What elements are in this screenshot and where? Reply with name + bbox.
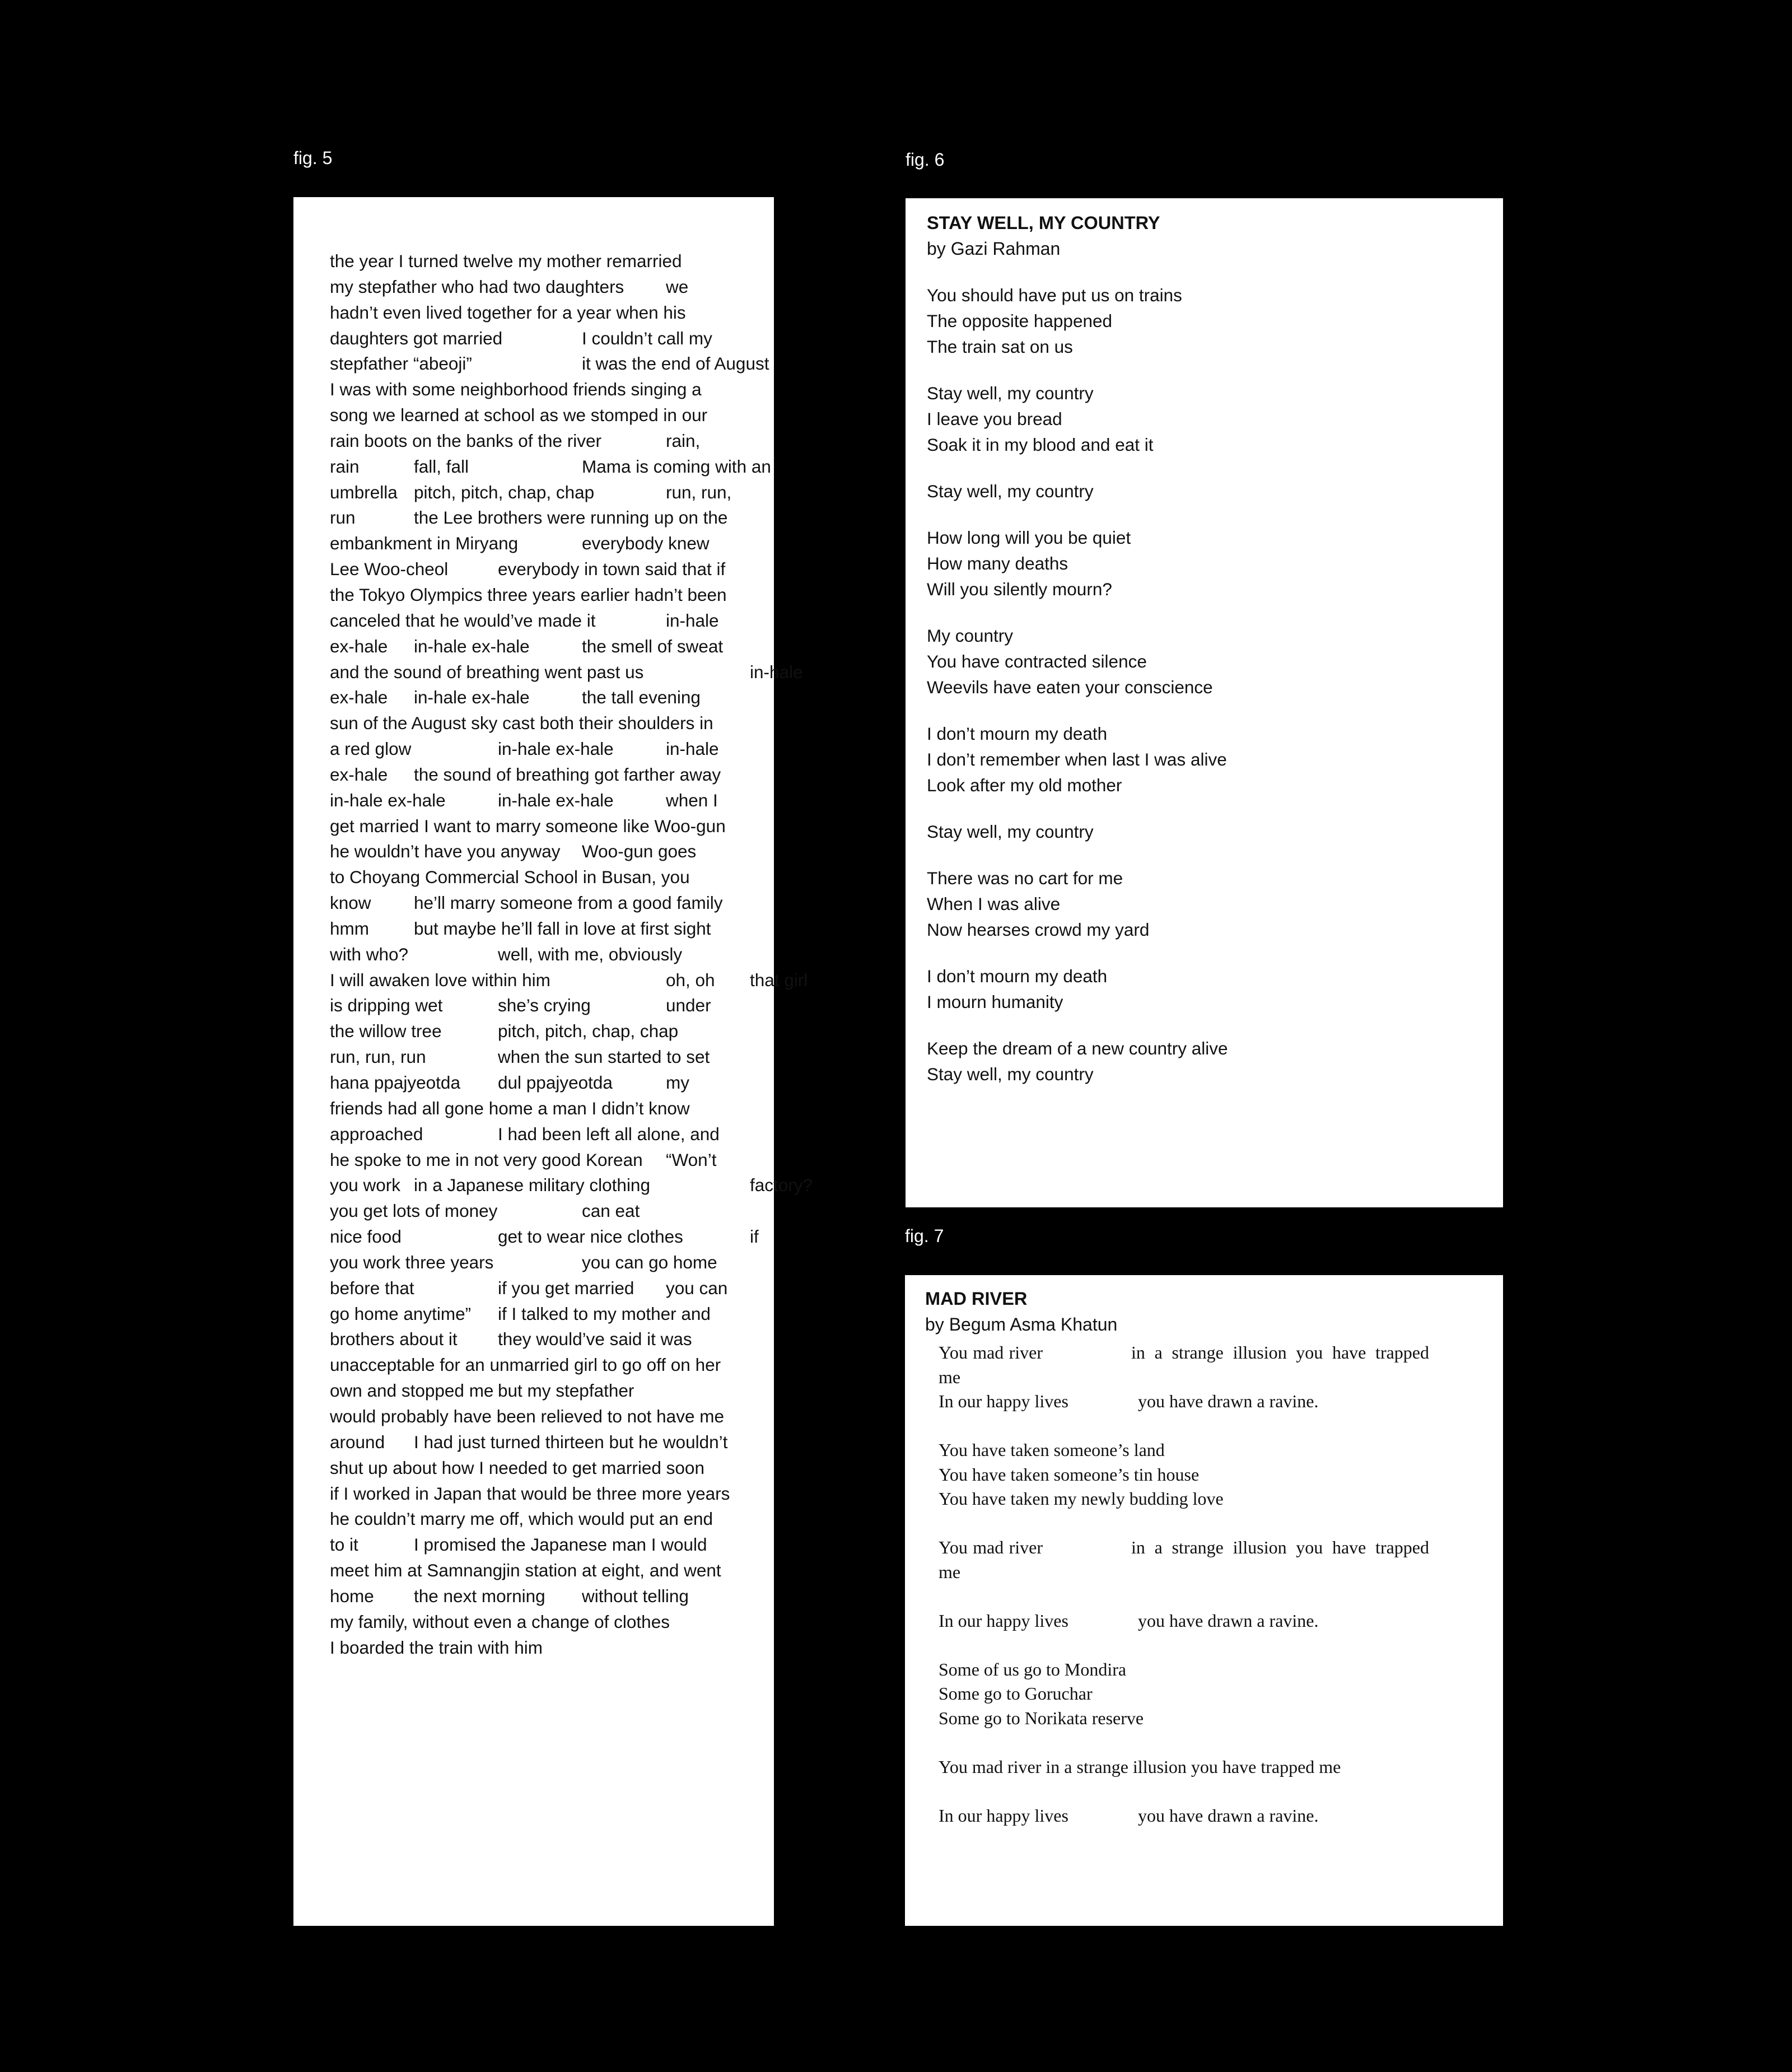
fig6-stanza	[927, 623, 1503, 700]
fig7-line	[939, 1804, 1429, 1828]
fig6-poem	[927, 282, 1503, 1087]
fig6-line: The train sat on us	[927, 337, 1073, 357]
fig5-line	[330, 634, 774, 660]
fig7-line	[939, 1365, 1429, 1390]
fig7-word: mad	[973, 1342, 1004, 1362]
fig7-line-segment: You mad river in a strange illusion you have trapped me	[939, 1756, 1341, 1777]
fig5-line	[330, 865, 774, 890]
fig5-line	[330, 1558, 774, 1584]
fig5-line	[330, 1506, 774, 1532]
fig6-line: How many deaths	[927, 553, 1068, 573]
fig5-line-segment: oh, oh	[666, 969, 715, 990]
fig7-word: river	[1009, 1342, 1043, 1362]
fig6-line: There was no cart for me	[927, 868, 1123, 888]
fig5-line-segment: to it	[330, 1534, 358, 1555]
fig5-line-segment: I promised the Japanese man I would	[414, 1534, 707, 1555]
fig6-stanza	[927, 721, 1503, 798]
fig5-line	[330, 1455, 774, 1481]
fig5-line	[330, 1276, 774, 1301]
fig7-line	[939, 1658, 1429, 1682]
fig5-line-segment: know	[330, 893, 371, 913]
fig5-line-segment: ex-hale	[330, 764, 388, 785]
fig5-line	[330, 814, 774, 839]
fig7-word: have	[1332, 1537, 1366, 1557]
fig7-word: strange	[1172, 1537, 1224, 1557]
fig6-line: Look after my old mother	[927, 775, 1122, 795]
fig7-word: river	[1009, 1537, 1043, 1557]
fig7-line-segment: Some go to Norikata reserve	[939, 1707, 1144, 1728]
fig6-line: How long will you be quiet	[927, 528, 1131, 548]
fig5-line	[330, 531, 774, 557]
fig7-stanza	[939, 1341, 1429, 1414]
fig5-line	[330, 1481, 774, 1507]
fig7-line	[939, 1755, 1429, 1780]
fig7-line-segment: you have drawn a ravine.	[1137, 1391, 1319, 1411]
fig5-line-segment: everybody in town said that if	[498, 559, 726, 580]
fig5-line-segment: everybody knew	[582, 533, 710, 554]
fig5-line-segment: get married I want to marry someone like Woo-gun	[330, 815, 726, 836]
fig5-line-segment: when I	[666, 790, 718, 810]
fig6-line: Stay well, my country	[927, 383, 1094, 403]
fig5-line-segment: when the sun started to set	[498, 1047, 710, 1067]
fig5-line-segment: Woo-gun goes	[582, 841, 697, 862]
fig5-line-segment: you work three years	[330, 1252, 494, 1272]
fig6-panel	[906, 198, 1503, 1207]
fig7-word: you	[1296, 1537, 1323, 1557]
fig5-line-segment: in-hale ex-hale	[414, 636, 530, 656]
fig5-line-segment: home	[330, 1585, 374, 1606]
fig7-line-segment: You have taken someone’s tin house	[939, 1464, 1200, 1485]
fig5-line-segment: in-hale	[750, 661, 803, 682]
fig5-line-segment: in-hale ex-hale	[498, 739, 614, 759]
fig5-line-segment: rain boots on the banks of the river	[330, 430, 602, 451]
fig6-line: I don’t mourn my death	[927, 966, 1108, 986]
fig5-line	[330, 351, 774, 377]
fig5-line	[330, 1430, 774, 1455]
fig5-line-segment: umbrella	[330, 482, 398, 502]
fig5-line-segment: unacceptable for an unmarried girl to go off on her	[330, 1355, 721, 1375]
fig7-poem-author: by Begum Asma Khatun	[925, 1314, 1118, 1334]
fig5-line	[330, 993, 774, 1019]
fig7-word: a	[1154, 1342, 1163, 1362]
fig5-line-segment: he spoke to me in not very good Korean	[330, 1149, 643, 1170]
fig7-word: illusion	[1233, 1342, 1287, 1362]
fig7-word: in	[1131, 1342, 1145, 1362]
fig7-line-segment: In our happy lives	[939, 1610, 1068, 1631]
fig5-line-segment: rain,	[666, 430, 701, 451]
fig5-line-segment: the smell of sweat	[582, 636, 724, 656]
fig5-line	[330, 249, 774, 274]
fig5-line-segment: I couldn’t call my	[582, 328, 712, 348]
fig5-line-segment: embankment in Miryang	[330, 533, 519, 554]
fig6-poem-author: by Gazi Rahman	[927, 239, 1061, 259]
fig5-line-segment: the Tokyo Olympics three years earlier hadn’t been	[330, 584, 727, 605]
fig6-stanza	[927, 282, 1503, 360]
fig5-line	[330, 480, 774, 506]
fig6-stanza	[927, 525, 1503, 602]
fig5-line-segment: you work	[330, 1175, 401, 1196]
fig5-line	[330, 1378, 774, 1404]
fig5-line-segment: is dripping wet	[330, 995, 443, 1016]
fig5-line	[330, 300, 774, 326]
fig5-line	[330, 1070, 774, 1096]
fig5-line-segment: with who?	[330, 944, 409, 964]
fig5-line-segment: dul ppajyeotda	[498, 1072, 613, 1093]
fig5-line-segment: the willow tree	[330, 1021, 442, 1042]
fig5-line-segment: can eat	[582, 1201, 640, 1221]
fig6-stanza	[927, 380, 1503, 458]
fig6-stanza	[927, 819, 1503, 844]
fig7-word: You	[939, 1342, 968, 1362]
fig5-line-segment: to Choyang Commercial School in Busan, you	[330, 867, 690, 888]
fig6-line: I don’t mourn my death	[927, 724, 1108, 744]
fig5-line-segment: in a Japanese military clothing	[414, 1175, 650, 1196]
fig6-line: You should have put us on trains	[927, 285, 1182, 305]
fig5-line-segment: he couldn’t marry me off, which would put an end	[330, 1509, 713, 1529]
fig5-line	[330, 1327, 774, 1352]
fig5-line	[330, 890, 774, 916]
fig7-line-segment: Some of us go to Mondira	[939, 1659, 1127, 1679]
fig5-line	[330, 685, 774, 711]
fig5-line-segment: my family, without even a change of clothes	[330, 1611, 670, 1632]
fig7-line	[939, 1463, 1429, 1487]
fig5-line-segment: under	[666, 995, 711, 1016]
fig5-line	[330, 1635, 774, 1661]
fig5-caption: fig. 5	[293, 148, 333, 168]
fig7-line-segment: In our happy lives	[939, 1391, 1068, 1411]
fig5-line	[330, 1096, 774, 1122]
fig5-line-segment: we	[666, 276, 689, 297]
fig5-line-segment: shut up about how I needed to get married soon	[330, 1457, 704, 1478]
fig5-line-segment: nice food	[330, 1226, 402, 1247]
fig7-line-segment	[939, 1536, 1043, 1560]
fig5-line	[330, 788, 774, 814]
fig5-line	[330, 1122, 774, 1147]
fig5-line	[330, 942, 774, 968]
fig7-line-segment: you have drawn a ravine.	[1137, 1805, 1319, 1826]
fig5-line-segment: you get lots of money	[330, 1201, 498, 1221]
fig6-line: Now hearses crowd my yard	[927, 920, 1150, 940]
fig7-word: you	[1296, 1342, 1323, 1362]
fig5-line-segment: sun of the August sky cast both their shoulders in	[330, 713, 713, 734]
fig5-line-segment: you can go home	[582, 1252, 717, 1272]
fig7-line	[939, 1682, 1429, 1706]
fig7-stanza	[939, 1438, 1429, 1511]
fig5-line-segment: hmm	[330, 918, 369, 939]
fig7-word: have	[1332, 1342, 1366, 1362]
fig5-line	[330, 274, 774, 300]
fig7-stanza	[939, 1755, 1429, 1780]
fig5-line-segment: I was with some neighborhood friends singing a	[330, 379, 702, 400]
fig6-caption: fig. 6	[906, 150, 945, 170]
fig5-line	[330, 1532, 774, 1558]
fig5-line-segment: in-hale	[666, 739, 719, 759]
fig5-line-segment: and the sound of breathing went past us	[330, 661, 644, 682]
fig7-line	[939, 1487, 1429, 1511]
fig6-stanza	[927, 865, 1503, 942]
fig5-line-segment: ex-hale	[330, 687, 388, 708]
fig7-line-segment: you have drawn a ravine.	[1137, 1610, 1319, 1631]
fig7-stanza	[939, 1536, 1429, 1584]
fig5-line-segment: if	[750, 1226, 759, 1247]
fig7-word: You	[939, 1537, 968, 1557]
fig5-line-segment: pitch, pitch, chap, chap	[414, 482, 595, 502]
fig5-line-segment: the Lee brothers were running up on the	[414, 507, 728, 528]
fig5-line-segment: rain	[330, 456, 360, 477]
fig6-line: When I was alive	[927, 894, 1061, 914]
fig5-line	[330, 582, 774, 608]
fig5-line-segment: before that	[330, 1277, 414, 1298]
fig5-line-segment: “Won’t	[666, 1149, 717, 1170]
fig7-line-segment	[1131, 1341, 1429, 1365]
fig6-line: Stay well, my country	[927, 1064, 1094, 1084]
fig6-stanza	[927, 478, 1503, 504]
fig7-line-segment: me	[939, 1366, 961, 1387]
fig7-line-segment: You have taken someone’s land	[939, 1440, 1165, 1460]
fig5-line-segment: I had been left all alone, and	[498, 1123, 720, 1144]
fig5-line-segment: in-hale ex-hale	[414, 687, 530, 708]
fig5-line	[330, 762, 774, 788]
fig5-line	[330, 377, 774, 403]
fig6-line: Soak it in my blood and eat it	[927, 435, 1154, 455]
fig5-line	[330, 1044, 774, 1070]
fig6-stanza	[927, 963, 1503, 1015]
fig5-line-segment: song we learned at school as we stomped in our	[330, 405, 708, 426]
fig7-word: trapped	[1375, 1342, 1429, 1362]
fig6-line: My country	[927, 626, 1014, 646]
fig5-line	[330, 1173, 813, 1198]
fig6-line: You have contracted silence	[927, 651, 1147, 671]
fig5-line-segment: without telling	[582, 1585, 689, 1606]
fig5-line-segment: hadn’t even lived together for a year when his	[330, 302, 686, 323]
fig5-line-segment: run, run, run	[330, 1047, 426, 1067]
fig7-stanza	[939, 1609, 1429, 1634]
fig6-line: Will you silently mourn?	[927, 579, 1112, 599]
fig5-line-segment: get to wear nice clothes	[498, 1226, 683, 1247]
fig5-line	[330, 608, 774, 634]
fig5-line	[330, 326, 774, 352]
fig5-line-segment: Mama is coming with an	[582, 456, 771, 477]
fig5-line	[330, 1019, 774, 1044]
fig5-line-segment: it was the end of August	[582, 353, 769, 374]
fig5-line-segment: run	[330, 507, 356, 528]
fig6-line: Stay well, my country	[927, 481, 1094, 501]
fig5-line-segment: run, run,	[666, 482, 732, 502]
fig5-line-segment: stepfather “abeoji”	[330, 353, 472, 374]
fig5-line-segment: well, with me, obviously	[498, 944, 683, 964]
fig5-poem	[330, 249, 813, 1660]
fig5-line-segment: the next morning	[414, 1585, 545, 1606]
fig5-line-segment: I had just turned thirteen but he wouldn’t	[414, 1431, 728, 1452]
fig5-line-segment: the year I turned twelve my mother remarried	[330, 251, 682, 271]
fig5-line-segment: Lee Woo-cheol	[330, 559, 449, 580]
fig5-line-segment: factory?	[750, 1175, 813, 1196]
fig5-line-segment: if you get married	[498, 1277, 634, 1298]
fig5-line	[330, 660, 803, 685]
fig5-line	[330, 1352, 774, 1378]
fig5-line-segment: the sound of breathing got farther away	[414, 764, 721, 785]
fig5-line	[330, 428, 774, 454]
fig5-line	[330, 711, 774, 736]
fig5-line-segment: canceled that he would’ve made it	[330, 610, 596, 631]
fig7-line	[939, 1438, 1429, 1463]
fig5-line-segment: pitch, pitch, chap, chap	[498, 1021, 679, 1042]
fig5-line	[330, 1250, 774, 1276]
fig5-line-segment: approached	[330, 1123, 423, 1144]
fig5-line	[330, 1609, 774, 1635]
fig6-stanza	[927, 1035, 1503, 1087]
fig6-line: Keep the dream of a new country alive	[927, 1038, 1228, 1058]
fig5-line-segment: go home anytime”	[330, 1303, 472, 1324]
fig5-line	[330, 1147, 774, 1173]
fig5-line-segment: daughters got married	[330, 328, 503, 348]
fig5-line-segment: a red glow	[330, 739, 412, 759]
fig7-line	[939, 1536, 1429, 1560]
fig5-line-segment: fall, fall	[414, 456, 469, 477]
fig7-word: trapped	[1375, 1537, 1429, 1557]
fig5-line-segment: in-hale ex-hale	[498, 790, 614, 810]
fig5-line-segment: they would’ve said it was	[498, 1329, 692, 1350]
fig5-line-segment: brothers about it	[330, 1329, 458, 1350]
fig7-word: a	[1154, 1537, 1163, 1557]
fig5-line	[330, 454, 774, 480]
fig7-word: in	[1131, 1537, 1145, 1557]
fig7-line	[939, 1706, 1429, 1731]
fig7-stanza	[939, 1804, 1429, 1828]
fig5-line-segment: friends had all gone home a man I didn’t know	[330, 1098, 690, 1118]
fig5-line-segment: my	[666, 1072, 689, 1093]
fig7-line	[939, 1560, 1429, 1585]
fig7-word: mad	[973, 1537, 1004, 1557]
fig6-line: I leave you bread	[927, 409, 1062, 429]
fig5-line	[330, 839, 774, 865]
fig6-poem-title: STAY WELL, MY COUNTRY	[927, 213, 1160, 233]
fig5-line-segment: the tall evening	[582, 687, 701, 708]
fig7-word: illusion	[1233, 1537, 1287, 1557]
fig5-line-segment: my stepfather who had two daughters	[330, 276, 624, 297]
fig5-line	[330, 1301, 774, 1327]
fig7-line	[939, 1341, 1429, 1365]
fig5-line	[330, 505, 774, 531]
fig6-line: Weevils have eaten your conscience	[927, 677, 1213, 697]
fig7-line-segment: me	[939, 1561, 961, 1582]
fig5-line-segment: but maybe he’ll fall in love at first sight	[414, 918, 711, 939]
fig5-line-segment: he wouldn’t have you anyway	[330, 841, 561, 862]
fig6-line: I don’t remember when last I was alive	[927, 749, 1227, 769]
fig5-line-segment: she’s crying	[498, 995, 591, 1016]
fig7-stanza	[939, 1658, 1429, 1731]
fig5-line	[330, 1198, 774, 1224]
fig7-line-segment	[939, 1341, 1043, 1365]
fig5-line-segment: I boarded the train with him	[330, 1637, 543, 1658]
fig7-poem	[939, 1341, 1429, 1828]
fig5-line-segment: around	[330, 1431, 385, 1452]
fig5-line-segment: you can	[666, 1277, 728, 1298]
fig6-line: I mourn humanity	[927, 992, 1063, 1012]
fig5-line	[330, 403, 774, 428]
fig5-line-segment: in-hale	[666, 610, 719, 631]
fig6-line: The opposite happened	[927, 311, 1113, 331]
fig7-line	[939, 1609, 1429, 1634]
fig7-line-segment	[1131, 1536, 1429, 1560]
fig5-line	[330, 1584, 774, 1609]
fig5-line	[330, 968, 808, 993]
fig5-line-segment: if I talked to my mother and	[498, 1303, 711, 1324]
fig5-line	[330, 736, 774, 762]
fig5-line-segment: ex-hale	[330, 636, 388, 656]
fig5-line	[330, 1404, 774, 1430]
fig5-line-segment: I will awaken love within him	[330, 969, 550, 990]
fig5-line	[330, 1224, 774, 1250]
fig7-line-segment: You have taken my newly budding love	[939, 1488, 1224, 1509]
fig5-line-segment: meet him at Samnangjin station at eight, and went	[330, 1560, 721, 1581]
fig7-line	[939, 1389, 1429, 1414]
fig7-poem-title: MAD RIVER	[925, 1289, 1028, 1309]
fig5-line-segment: in-hale ex-hale	[330, 790, 446, 810]
fig7-caption: fig. 7	[905, 1226, 944, 1246]
fig7-line-segment: In our happy lives	[939, 1805, 1068, 1826]
fig5-line-segment: would probably have been relieved to not have me	[330, 1406, 724, 1426]
fig5-line-segment: if I worked in Japan that would be three more years	[330, 1483, 730, 1504]
fig5-line-segment: but my stepfather	[498, 1380, 634, 1401]
fig6-line: Stay well, my country	[927, 822, 1094, 842]
fig5-line-segment: that girl	[750, 969, 808, 990]
fig7-line-segment: Some go to Goruchar	[939, 1683, 1093, 1704]
fig7-word: strange	[1172, 1342, 1224, 1362]
fig5-line-segment: hana ppajyeotda	[330, 1072, 460, 1093]
fig5-line-segment: he’ll marry someone from a good family	[414, 893, 723, 913]
fig7-panel	[905, 1275, 1503, 1926]
fig5-line-segment: own and stopped me	[330, 1380, 494, 1401]
fig5-line	[330, 916, 774, 942]
fig5-panel	[293, 197, 813, 1926]
fig5-line	[330, 557, 774, 582]
